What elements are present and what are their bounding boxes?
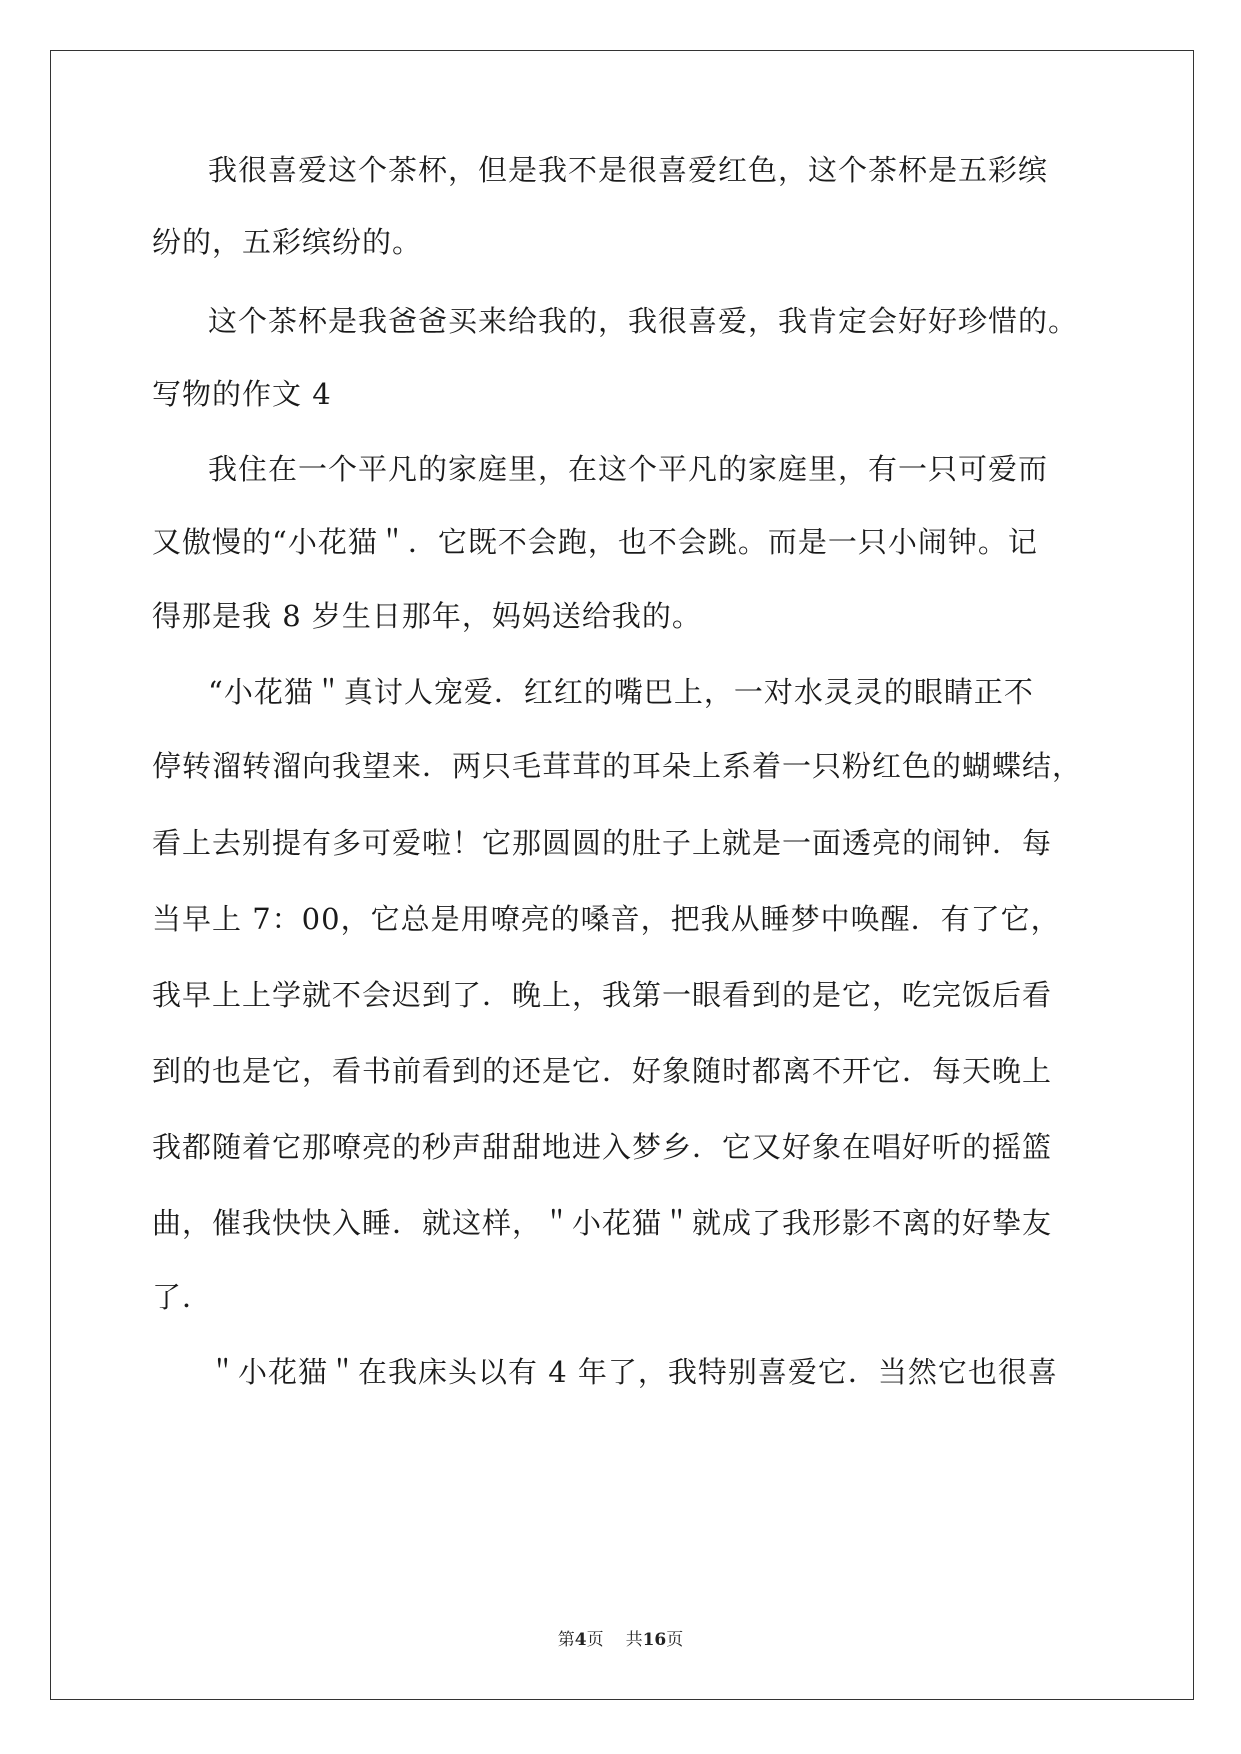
total-pages: 16 xyxy=(642,1630,667,1650)
text-line: 了． xyxy=(152,1280,213,1314)
total-suffix: 页 xyxy=(666,1630,684,1650)
text-line: 我早上上学就不会迟到了．晚上，我第一眼看到的是它，吃完饭后看 xyxy=(152,978,1053,1012)
text-line: 得那是我 8 岁生日那年，妈妈送给我的。 xyxy=(152,599,702,633)
text-line: 又傲慢的“小花猫＂．它既不会跑，也不会跳。而是一只小闹钟。记 xyxy=(152,525,1038,559)
text-line: 我很喜爱这个茶杯，但是我不是很喜爱红色，这个茶杯是五彩缤 xyxy=(208,153,1049,187)
total-prefix: 共 xyxy=(625,1630,643,1650)
text-line: 纷的，五彩缤纷的。 xyxy=(152,225,423,259)
section-heading: 写物的作文 4 xyxy=(152,377,332,411)
text-line: 到的也是它，看书前看到的还是它．好象随时都离不开它．每天晚上 xyxy=(152,1054,1053,1088)
text-line: 这个茶杯是我爸爸买来给我的，我很喜爱，我肯定会好好珍惜的。 xyxy=(208,304,1079,338)
text-line: 曲，催我快快入睡．就这样，＂小花猫＂就成了我形影不离的好挚友 xyxy=(152,1206,1053,1240)
page-prefix: 第 xyxy=(557,1630,575,1650)
page-number: 4 xyxy=(574,1630,587,1650)
text-line: 我住在一个平凡的家庭里，在这个平凡的家庭里，有一只可爱而 xyxy=(208,452,1049,486)
text-line: 当早上 7：00，它总是用嘹亮的嗓音，把我从睡梦中唤醒．有了它， xyxy=(152,902,1061,936)
page-suffix: 页 xyxy=(586,1630,604,1650)
page-footer xyxy=(0,1628,1241,1652)
text-line: ＂小花猫＂在我床头以有 4 年了，我特别喜爱它．当然它也很喜 xyxy=(208,1355,1058,1389)
page-border xyxy=(50,50,1194,1700)
text-line: 看上去别提有多可爱啦！它那圆圆的肚子上就是一面透亮的闹钟．每 xyxy=(152,826,1053,860)
text-line: 停转溜转溜向我望来．两只毛茸茸的耳朵上系着一只粉红色的蝴蝶结， xyxy=(152,749,1083,783)
text-line: “小花猫＂真讨人宠爱．红红的嘴巴上，一对水灵灵的眼睛正不 xyxy=(208,675,1034,709)
text-line: 我都随着它那嘹亮的秒声甜甜地进入梦乡．它又好象在唱好听的摇篮 xyxy=(152,1130,1053,1164)
